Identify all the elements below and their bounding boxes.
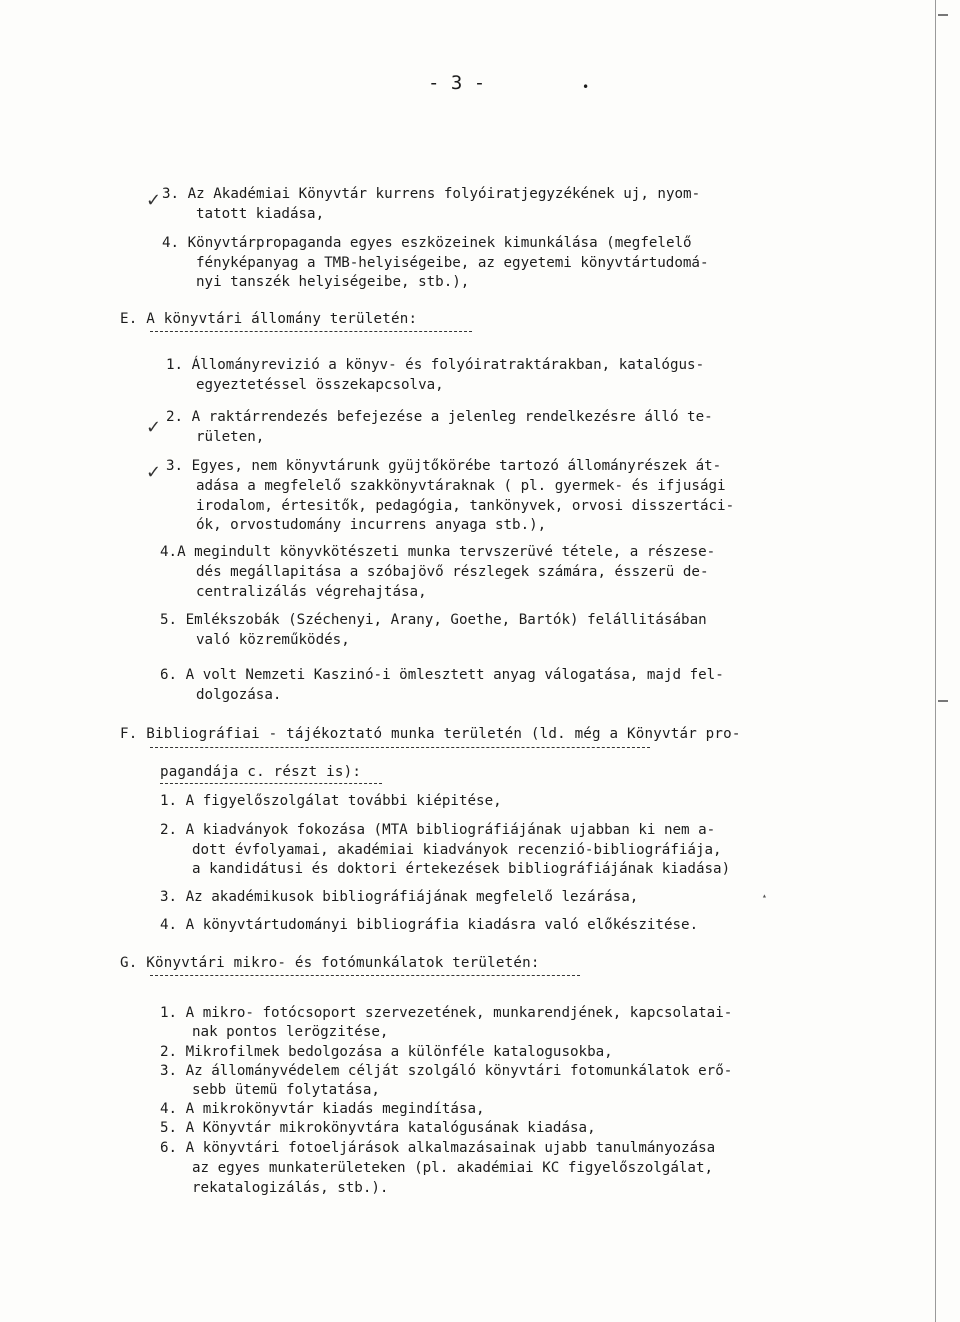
- section-g-heading: G. Könyvtári mikro- és fotómunkálatok területén:: [120, 955, 540, 971]
- g-item-1-line-1: 1. A mikro- fotócsoport szervezetének, munkarendjének, kapcsolatai-: [160, 1005, 733, 1021]
- handwritten-checkmark-icon: ✓: [146, 190, 162, 211]
- g-item-6-line-3: rekatalogizálás, stb.).: [192, 1180, 389, 1196]
- section-f-underline-2: [160, 783, 382, 784]
- e-item-3-line-3: irodalom, értesitők, pedagógia, tankönyvek, orvosi disszertáci-: [196, 498, 735, 514]
- punch-mark: [938, 14, 948, 16]
- g-item-1-line-2: nak pontos lerögzitése,: [192, 1024, 389, 1040]
- d-item-4-line-3: nyi tanszék helyiségeibe, stb.),: [196, 274, 470, 290]
- d-item-3-line-1: 3. Az Akadémiai Könyvtár kurrens folyóiratjegyzékének uj, nyom-: [162, 186, 701, 202]
- d-item-4-line-2: fényképanyag a TMB-helyiségeibe, az egyetemi könyvtártudomá-: [196, 255, 709, 271]
- e-item-5-line-2: való közreműködés,: [196, 632, 350, 648]
- section-e-underline: [150, 331, 472, 332]
- e-item-1-line-2: egyeztetéssel összekapcsolva,: [196, 377, 444, 393]
- page-edge-line: [935, 0, 936, 1322]
- g-item-5: 5. A Könyvtár mikrokönyvtára katalógusának kiadása,: [160, 1120, 596, 1136]
- g-item-3-line-1: 3. Az állományvédelem célját szolgáló könyvtári fotomunkálatok erő-: [160, 1063, 733, 1079]
- section-e-heading: E. A könyvtári állomány területén:: [120, 311, 418, 327]
- d-item-3-line-2: tatott kiadása,: [196, 206, 325, 222]
- e-item-4-line-3: centralizálás végrehajtása,: [196, 584, 427, 600]
- section-f-underline: [150, 747, 650, 748]
- f-item-2-line-3: a kandidátusi és doktori értekezések bibliográfiájának kiadása): [192, 861, 731, 877]
- g-item-2: 2. Mikrofilmek bedolgozása a különféle katalogusokba,: [160, 1044, 613, 1060]
- f-item-3: 3. Az akadémikusok bibliográfiájának megfelelő lezárása,: [160, 889, 639, 905]
- section-g-underline: [150, 975, 580, 976]
- f-item-2-line-2: dott évfolyamai, akadémiai kiadványok recenzió-bibliográfiája,: [192, 842, 722, 858]
- e-item-6-line-1: 6. A volt Nemzeti Kaszinó-i ömlesztett anyag válogatása, majd fel-: [160, 667, 724, 683]
- e-item-1-line-1: 1. Állományrevizió a könyv- és folyóiratraktárakban, katalógus-: [166, 357, 705, 373]
- e-item-5-line-1: 5. Emlékszobák (Széchenyi, Arany, Goethe, Bartók) felállitásában: [160, 612, 707, 628]
- ink-spot: ▴: [762, 891, 767, 900]
- handwritten-checkmark-icon: ✓: [146, 417, 162, 438]
- f-item-4: 4. A könyvtártudományi bibliográfia kiadásra való előkészitése.: [160, 917, 699, 933]
- e-item-2-line-2: rületen,: [196, 429, 265, 445]
- section-f-heading-line-2: pagandája c. részt is):: [160, 764, 362, 780]
- g-item-6-line-1: 6. A könyvtári fotoeljárások alkalmazásainak ujabb tanulmányozása: [160, 1140, 716, 1156]
- e-item-3-line-4: ók, orvostudomány incurrens anyaga stb.),: [196, 517, 547, 533]
- e-item-3-line-2: adása a megfelelő szakkönyvtáraknak ( pl. gyermek- és ifjusági: [196, 478, 726, 494]
- page-number: - 3 -: [428, 72, 486, 94]
- d-item-4-line-1: 4. Könyvtárpropaganda egyes eszközeinek kimunkálása (megfelelő: [162, 235, 692, 251]
- punch-mark: [938, 700, 948, 702]
- f-item-2-line-1: 2. A kiadványok fokozása (MTA bibliográfiájának ujabban ki nem a-: [160, 822, 716, 838]
- e-item-4-line-2: dés megállapitása a szóbajövő részlegek számára, ésszerü de-: [196, 564, 709, 580]
- e-item-6-line-2: dolgozása.: [196, 687, 282, 703]
- f-item-1: 1. A figyelőszolgálat további kiépitése,: [160, 793, 502, 809]
- page-dot: •: [582, 80, 590, 94]
- g-item-4: 4. A mikrokönyvtár kiadás megindítása,: [160, 1101, 485, 1117]
- e-item-4-line-1: 4.A megindult könyvkötészeti munka tervszerüvé tétele, a részese-: [160, 544, 716, 560]
- section-f-heading-line-1: F. Bibliográfiai - tájékoztató munka területén (ld. még a Könyvtár pro-: [120, 726, 741, 742]
- e-item-2-line-1: 2. A raktárrendezés befejezése a jelenleg rendelkezésre álló te-: [166, 409, 713, 425]
- g-item-3-line-2: sebb ütemü folytatása,: [192, 1082, 380, 1098]
- handwritten-checkmark-icon: ✓: [146, 462, 162, 483]
- g-item-6-line-2: az egyes munkaterületeken (pl. akadémiai KC figyelőszolgálat,: [192, 1160, 714, 1176]
- e-item-3-line-1: 3. Egyes, nem könyvtárunk gyüjtőkörébe tartozó állományrészek át-: [166, 458, 722, 474]
